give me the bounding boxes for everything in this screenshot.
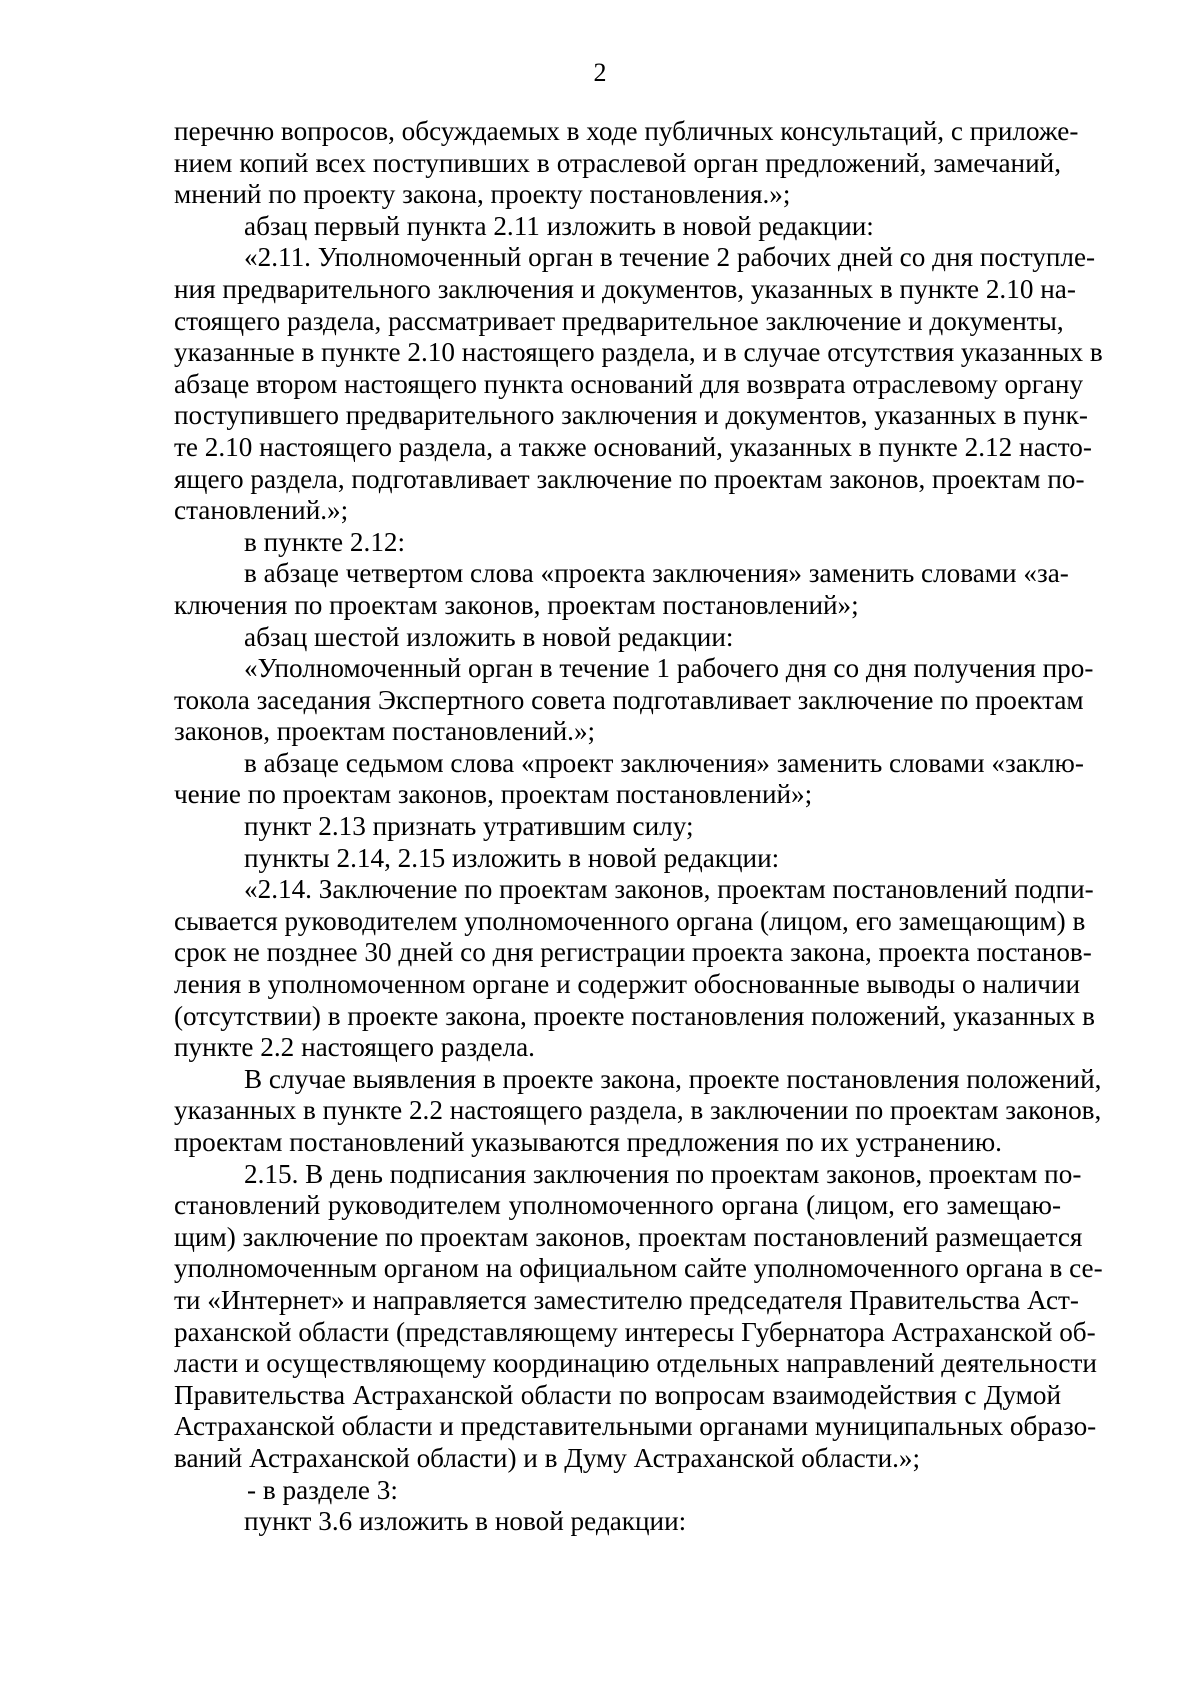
- text-line: мнений по проекту закона, проекту постановления.»;: [174, 179, 791, 210]
- text-line: чение по проектам законов, проектам постановлений»;: [174, 779, 813, 810]
- text-line: в абзаце седьмом слова «проект заключения» заменить словами «заклю-: [244, 747, 1084, 778]
- text-line: «2.11. Уполномоченный орган в течение 2 рабочих дней со дня поступле-: [244, 242, 1096, 273]
- text-line: ти «Интернет» и направляется заместителю председателя Правительства Аст-: [174, 1284, 1079, 1315]
- text-line: те 2.10 настоящего раздела, а также оснований, указанных в пункте 2.12 насто-: [174, 431, 1092, 462]
- text-line: пункт 2.13 признать утратившим силу;: [244, 811, 694, 842]
- text-line: ящего раздела, подготавливает заключение по проектам законов, проектам по-: [174, 463, 1085, 494]
- text-line: «2.14. Заключение по проектам законов, проектам постановлений подпи-: [244, 874, 1094, 905]
- text-line: срок не позднее 30 дней со дня регистрации проекта закона, проекта постанов-: [174, 937, 1092, 968]
- text-line: абзац шестой изложить в новой редакции:: [244, 621, 734, 652]
- text-line: пункт 3.6 изложить в новой редакции:: [244, 1506, 687, 1537]
- page-number: 2: [593, 58, 607, 87]
- text-line: стоящего раздела, рассматривает предварительное заключение и документы,: [174, 305, 1064, 336]
- text-line: уполномоченным органом на официальном сайте уполномоченного органа в се-: [174, 1253, 1103, 1284]
- text-line: становлений руководителем уполномоченного органа (лицом, его замещаю-: [174, 1190, 1061, 1221]
- text-line: токола заседания Экспертного совета подготавливает заключение по проектам: [174, 684, 1084, 715]
- text-line: пункты 2.14, 2.15 изложить в новой редакции:: [244, 842, 780, 873]
- text-line: ласти и осуществляющему координацию отдельных направлений деятельности: [174, 1348, 1097, 1379]
- text-line: - в разделе 3:: [247, 1474, 398, 1505]
- text-line: поступившего предварительного заключения и документов, указанных в пунк-: [174, 400, 1088, 431]
- text-line: абзац первый пункта 2.11 изложить в новой редакции:: [244, 210, 874, 241]
- text-line: раханской области (представляющему интересы Губернатора Астраханской об-: [174, 1316, 1096, 1347]
- text-line: становлений.»;: [174, 495, 349, 526]
- text-line: указанные в пункте 2.10 настоящего раздела, и в случае отсутствия указанных в: [174, 337, 1103, 368]
- text-line: указанных в пункте 2.2 настоящего раздела, в заключении по проектам законов,: [174, 1095, 1102, 1126]
- text-line: «Уполномоченный орган в течение 1 рабочего дня со дня получения про-: [244, 653, 1094, 684]
- text-line: перечню вопросов, обсуждаемых в ходе публичных консультаций, с приложе-: [174, 116, 1079, 146]
- text-line: пункте 2.2 настоящего раздела.: [174, 1032, 535, 1063]
- text-line: сывается руководителем уполномоченного органа (лицом, его замещающим) в: [174, 905, 1086, 936]
- text-line: В случае выявления в проекте закона, проекте постановления положений,: [244, 1063, 1102, 1094]
- text-line: абзаце втором настоящего пункта оснований для возврата отраслевому органу: [174, 368, 1084, 399]
- text-line: ления в уполномоченном органе и содержит обоснованные выводы о наличии: [174, 969, 1081, 1000]
- text-line: законов, проектам постановлений.»;: [174, 716, 596, 747]
- text-line: ваний Астраханской области) и в Думу Астраханской области.»;: [174, 1442, 921, 1473]
- text-line: в абзаце четвертом слова «проекта заключения» заменить словами «за-: [244, 558, 1069, 589]
- text-line: Астраханской области и представительными органами муниципальных образо-: [174, 1411, 1097, 1442]
- text-line: проектам постановлений указываются предложения по их устранению.: [174, 1127, 1002, 1157]
- text-line: (отсутствии) в проекте закона, проекте постановления положений, указанных в: [174, 1000, 1095, 1031]
- text-line: Правительства Астраханской области по вопросам взаимодействия с Думой: [174, 1379, 1061, 1410]
- text-line: 2.15. В день подписания заключения по проектам законов, проектам по-: [244, 1158, 1082, 1189]
- text-line: нием копий всех поступивших в отраслевой орган предложений, замечаний,: [174, 147, 1061, 178]
- text-line: щим) заключение по проектам законов, проектам постановлений размещается: [174, 1221, 1083, 1252]
- document-body: [174, 116, 1103, 1538]
- text-line: ключения по проектам законов, проектам постановлений»;: [174, 589, 859, 620]
- text-line: в пункте 2.12:: [244, 526, 406, 557]
- text-line: ния предварительного заключения и документов, указанных в пункте 2.10 на-: [174, 273, 1076, 304]
